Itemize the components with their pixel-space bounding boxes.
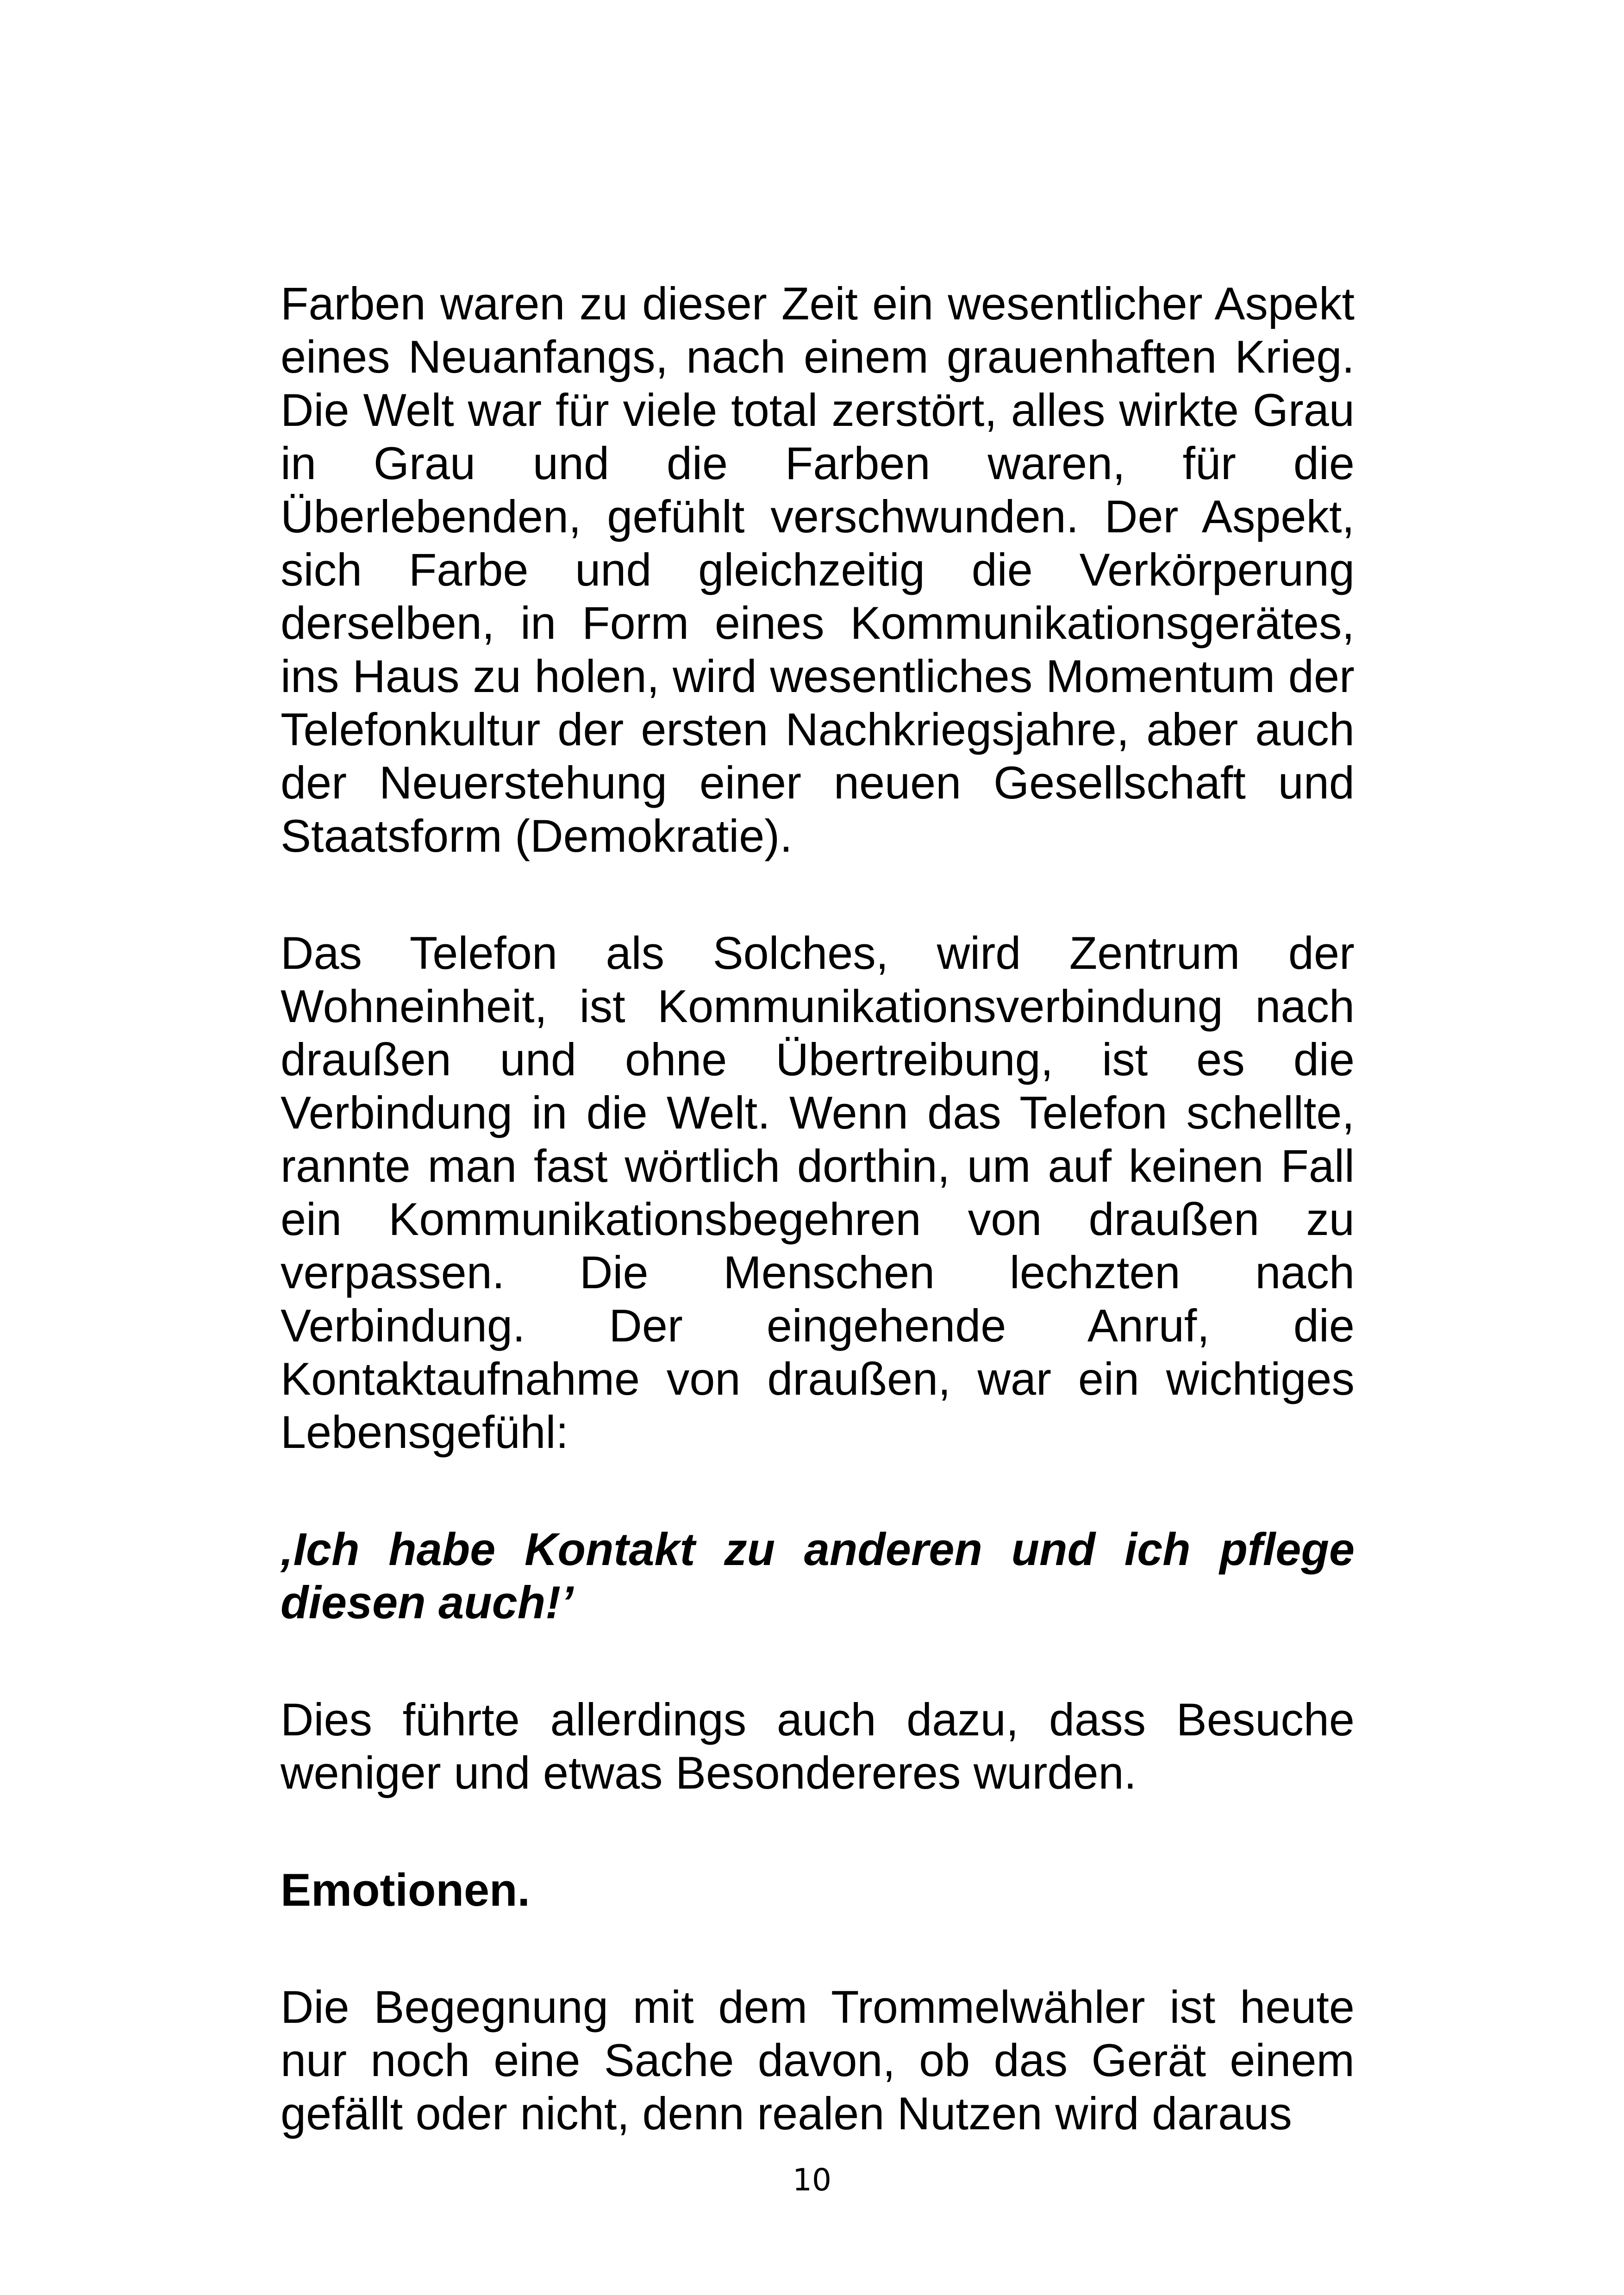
section-heading-emotionen: Emotionen. [281,1864,530,1915]
paragraph-farben: Farben waren zu dieser Zeit ein wesentlicher Aspekt eines Neuanfangs, nach einem grauenhaften Krieg. Die Welt war für viele total zerstört, alles wirkte Grau in Grau und die Farben waren, für die Überlebenden, gefühlt verschwunden. Der Aspekt, sich Farbe und gleichzeitig die Verkörperung derselben, in Form eines Kommunikationsgerätes, ins Haus zu holen, wird wesentliches Momentum der Telefonkultur der ersten Nachkriegsjahre, aber auch der Neuerstehung einer neuen Gesellschaft und Staatsform (Demokratie). [281,278,1355,861]
paragraph-telefon: Das Telefon als Solches, wird Zentrum der Wohneinheit, ist Kommunikationsverbindung nach draußen und ohne Übertreibung, ist es die Verbindung in die Welt. Wenn das Telefon schellte, rannte man fast wörtlich dorthin, um auf keinen Fall ein Kommunikationsbegehren von draußen zu verpassen. Die Menschen lechzten nach Verbindung. Der eingehende Anruf, die Kontaktaufnahme von draußen, war ein wichtiges Lebensgefühl: [281,927,1355,1458]
page-number: 10 [793,2162,831,2198]
text-column [281,277,1355,2140]
paragraph-gap [281,862,1355,926]
paragraph-gap [281,1629,1355,1693]
quote-kontakt: ‚Ich habe Kontakt zu anderen und ich pflege diesen auch!’ [281,1523,1355,1628]
paragraph-trommelwaehler: Die Begegnung mit dem Trommelwähler ist heute nur noch eine Sache davon, ob das Gerät einem gefällt oder nicht, denn realen Nutzen wird daraus [281,1981,1355,2139]
paragraph-gap [281,1459,1355,1522]
paragraph-gap [281,1799,1355,1863]
paragraph-besuche: Dies führte allerdings auch dazu, dass Besuche weniger und etwas Besondereres wurden. [281,1694,1355,1798]
paragraph-gap [281,1916,1355,1980]
